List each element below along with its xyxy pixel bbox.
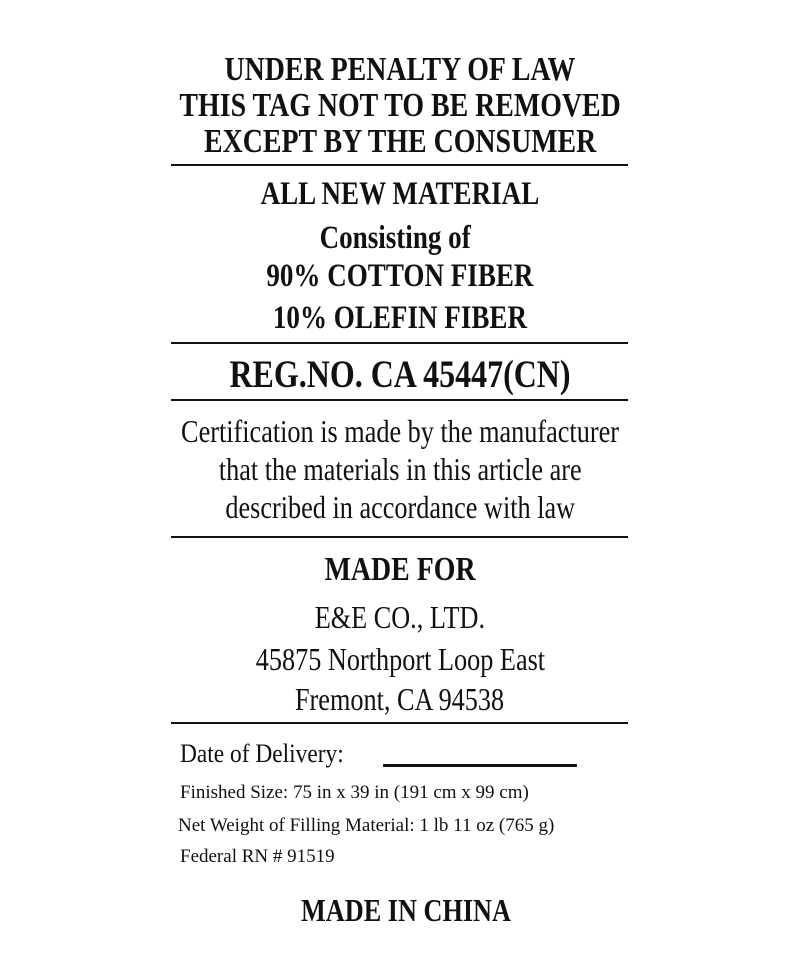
delivery-label: Date of Delivery: xyxy=(180,739,344,768)
made-for-heading-text: MADE FOR xyxy=(324,551,476,588)
certification-text-1: Certification is made by the manufacturer xyxy=(181,413,619,449)
country-of-origin xyxy=(6,893,800,927)
material-heading xyxy=(0,177,800,212)
federal-rn-text: Federal RN # 91519 xyxy=(180,846,335,867)
penalty-line-1 xyxy=(0,52,800,88)
fiber-olefin-text: 10% OLEFIN FIBER xyxy=(272,300,528,336)
penalty-text-3: EXCEPT BY THE CONSUMER xyxy=(203,123,597,160)
company-city-text: Fremont, CA 94538 xyxy=(295,681,505,717)
penalty-line-2 xyxy=(0,88,800,124)
company-street-text: 45875 Northport Loop East xyxy=(255,641,545,677)
registration-number xyxy=(0,355,800,395)
certification-text-2: that the materials in this article are xyxy=(218,451,582,487)
penalty-line-3 xyxy=(0,124,800,160)
consisting-of xyxy=(0,221,795,256)
finished-size xyxy=(180,782,529,804)
divider-5 xyxy=(171,722,628,724)
delivery-date-blank xyxy=(383,764,577,767)
certification-line-3 xyxy=(0,490,800,524)
company-name xyxy=(0,600,800,634)
finished-size-text: Finished Size: 75 in x 39 in (191 cm x 99 cm) xyxy=(180,782,529,803)
certification-text-3: described in accordance with law xyxy=(225,489,575,525)
fiber-cotton-text: 90% COTTON FIBER xyxy=(266,258,534,294)
certification-line-1 xyxy=(0,414,800,448)
delivery-row xyxy=(180,740,362,768)
company-street xyxy=(0,642,800,676)
divider-3 xyxy=(171,399,628,401)
company-city xyxy=(0,682,800,716)
penalty-text-1: UNDER PENALTY OF LAW xyxy=(224,51,576,88)
company-name-text: E&E CO., LTD. xyxy=(314,599,486,635)
net-weight-text: Net Weight of Filling Material: 1 lb 11 oz (765 g) xyxy=(178,815,555,836)
certification-line-2 xyxy=(0,452,800,486)
net-weight xyxy=(178,815,554,837)
penalty-text-2: THIS TAG NOT TO BE REMOVED xyxy=(179,87,621,124)
registration-number-text: REG.NO. CA 45447(CN) xyxy=(229,353,571,396)
divider-2 xyxy=(171,342,628,344)
consisting-of-text: Consisting of xyxy=(319,220,471,256)
material-heading-text: ALL NEW MATERIAL xyxy=(260,176,540,212)
divider-4 xyxy=(171,536,628,538)
divider-1 xyxy=(171,164,628,166)
country-of-origin-text: MADE IN CHINA xyxy=(301,892,511,928)
made-for-heading xyxy=(0,552,800,588)
fiber-cotton xyxy=(0,259,800,294)
federal-rn xyxy=(180,846,335,868)
fiber-olefin xyxy=(0,301,800,336)
